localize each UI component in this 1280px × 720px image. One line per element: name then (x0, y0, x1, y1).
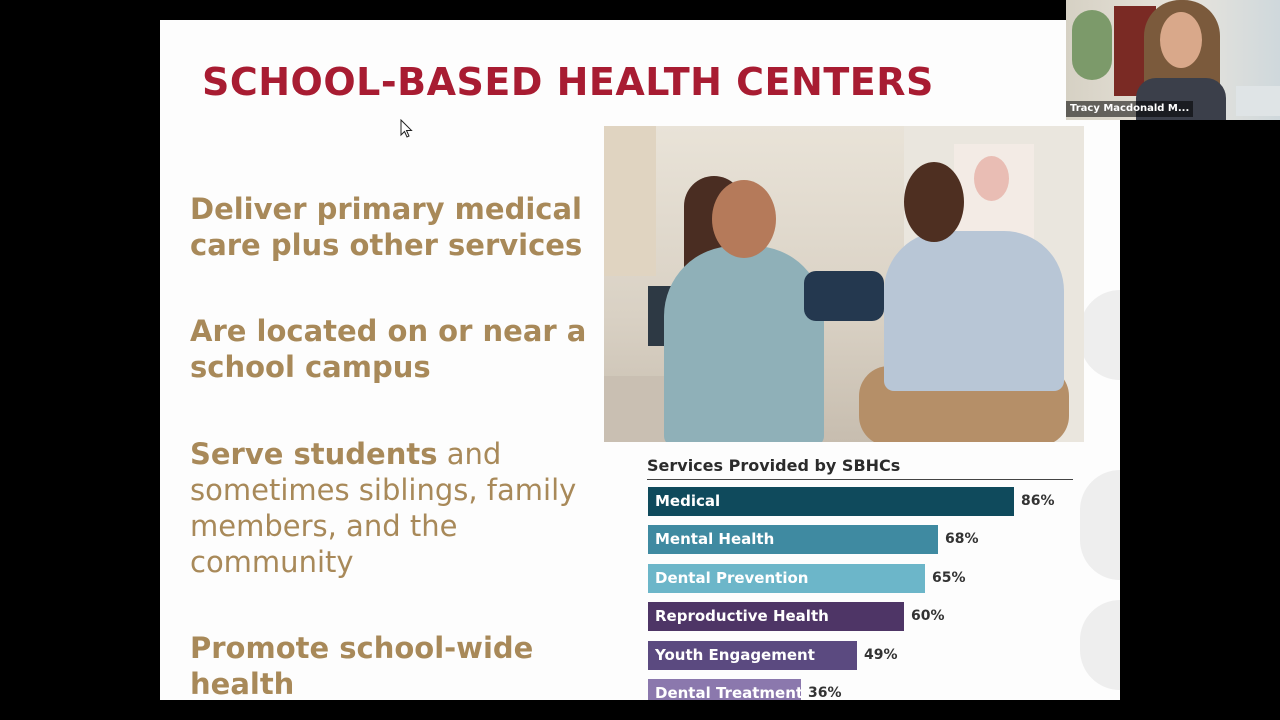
chart-bar-label: Youth Engagement (655, 646, 815, 664)
chart-bar-value: 65% (932, 570, 966, 586)
chart-divider (647, 479, 1073, 480)
participant-video-tile[interactable] (1066, 0, 1280, 120)
services-bar-chart (647, 456, 1073, 700)
chart-bar-value: 68% (945, 531, 979, 547)
chart-bar-value: 86% (1021, 493, 1055, 509)
chart-bar-label: Medical (655, 492, 721, 510)
participant-name: Tracy Macdonald M... (1066, 101, 1193, 117)
nurse-patient-photo (604, 126, 1084, 442)
bullet-serve-students (190, 436, 590, 580)
chart-bar-value: 36% (808, 685, 842, 700)
chart-bar-value: 49% (864, 647, 898, 663)
chart-bar-label: Dental Treatment (655, 684, 804, 700)
presentation-slide (160, 20, 1120, 700)
bullet-school-wide-health: Promote school-wide health (190, 631, 534, 700)
chart-bar (648, 641, 857, 670)
chart-title: Services Provided by SBHCs (647, 456, 901, 475)
decorative-shape (1080, 600, 1120, 690)
chart-bar (648, 564, 925, 593)
bullet-serve-students-rest: and sometimes siblings, family members, and the community (190, 437, 577, 579)
decorative-shape (1080, 290, 1120, 380)
decorative-shape (1080, 470, 1120, 580)
chart-bar-label: Mental Health (655, 530, 775, 548)
chart-bar (648, 679, 804, 700)
chart-bar (648, 525, 938, 554)
bullet-primary-care: Deliver primary medical care plus other services (190, 192, 583, 262)
chart-bar (648, 602, 904, 631)
chart-bar-label: Dental Prevention (655, 569, 809, 587)
mouse-cursor-icon (400, 119, 414, 139)
chart-bar-value: 60% (911, 608, 945, 624)
bullet-serve-students-strong: Serve students (190, 437, 438, 471)
slide-title: SCHOOL-BASED HEALTH CENTERS (202, 60, 934, 104)
chart-bar (648, 487, 1014, 516)
chart-bar-label: Reproductive Health (655, 607, 829, 625)
bullet-location: Are located on or near a school campus (190, 314, 587, 384)
